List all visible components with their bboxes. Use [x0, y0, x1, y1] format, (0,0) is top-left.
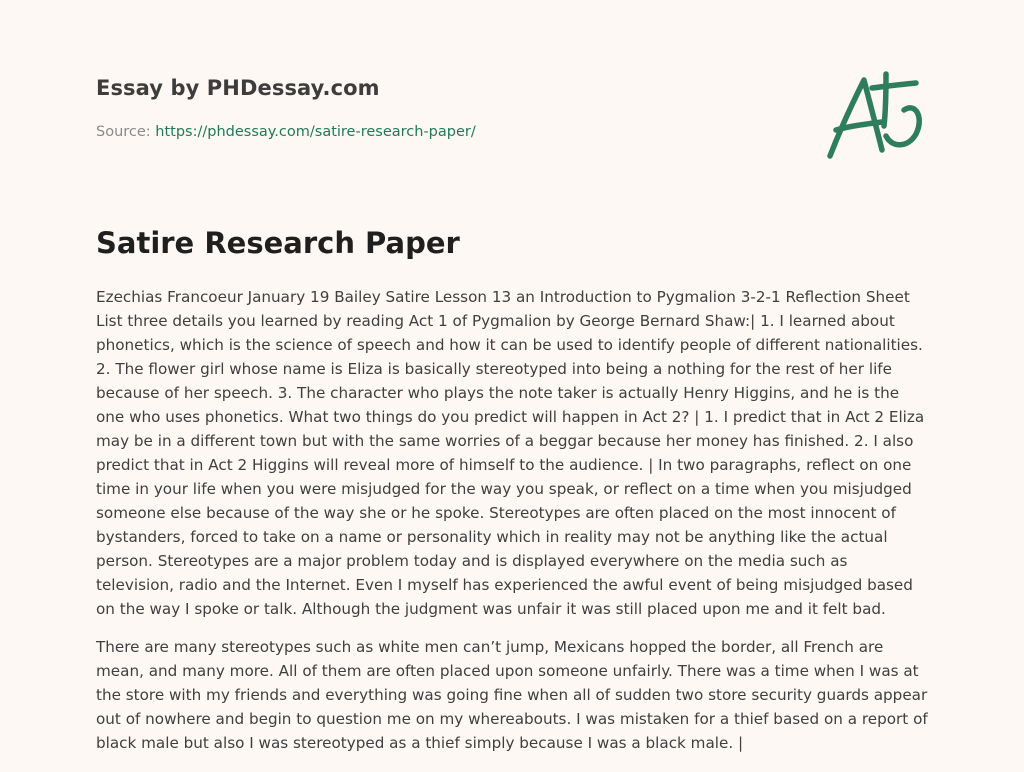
source-line [96, 124, 476, 140]
essay-body [96, 285, 930, 769]
a-plus-logo-graphic [820, 68, 930, 164]
source-label: Source: [96, 124, 156, 140]
essay-title: Satire Research Paper [96, 226, 460, 260]
source-link[interactable]: https://phdessay.com/satire-research-paper/ [155, 124, 476, 140]
site-title: Essay by PHDessay.com [96, 76, 380, 100]
essay-paragraph: Ezechias Francoeur January 19 Bailey Satire Lesson 13 an Introduction to Pygmalion 3-2-1 Reflection Sheet List three details you learned by reading Act 1 of Pygmalion by George Bernard Shaw:| 1. I learned about phonetics, which is the science of speech and how it can be used to identify people of different nationalities. 2. The flower girl whose name is Eliza is basically stereotyped into being a nothing for the rest of her life because of her speech. 3. The character who plays the note taker is actually Henry Higgins, and he is the one who uses phonetics. What two things do you predict will happen in Act 2? | 1. I predict that in Act 2 Eliza may be in a different town but with the same worries of a beggar because her money has finished. 2. I also predict that in Act 2 Higgins will reveal more of himself to the audience. | In two paragraphs, reflect on one time in your life when you were misjudged for the way you speak, or reflect on a time when you misjudged someone else because of the way she or he spoke. Stereotypes are often placed on the most innocent of bystanders, forced to take on a name or personality which in reality may not be anything like the actual person. Stereotypes are a major problem today and is displayed everywhere on the media such as television, radio and the Internet. Even I myself has experienced the awful event of being misjudged based on the way I spoke or talk. Although the judgment was unfair it was still placed upon me and it felt bad. [96, 288, 925, 618]
essay-paragraph: There are many stereotypes such as white men can’t jump, Mexicans hopped the border, all French are mean, and many more. All of them are often placed upon someone unfairly. There was a time when I was at the store with my friends and everything was going fine when all of sudden two store security guards appear out of nowhere and begin to question me on my whereabouts. I was mistaken for a thief based on a report of black male but also I was stereotyped as a thief simply because I was a black male. | [96, 638, 928, 752]
a-plus-grade-icon [820, 68, 930, 164]
